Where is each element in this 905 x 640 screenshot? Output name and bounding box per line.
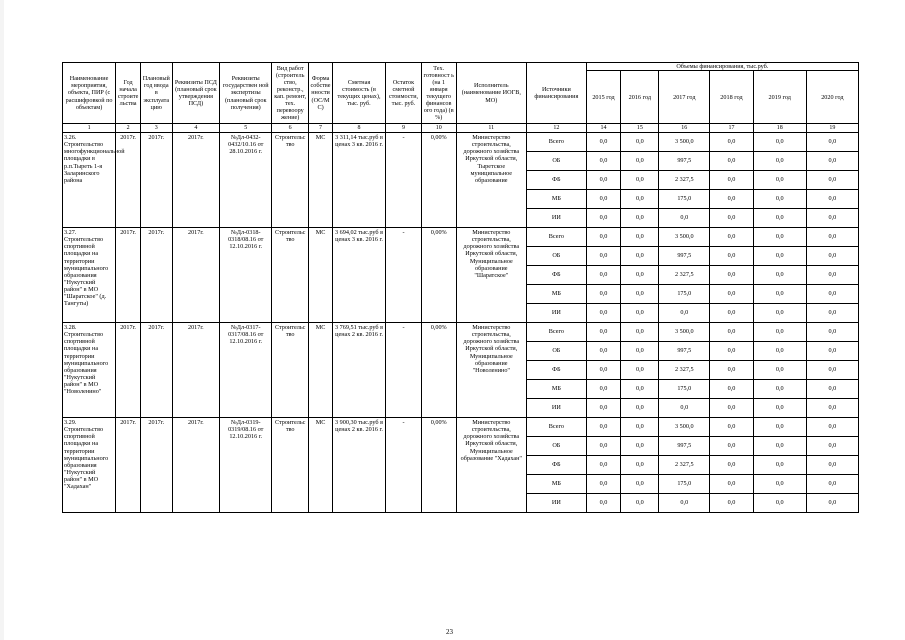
col-header-readiness: Тех. готовност ь (на 1 января текущего финансов ого года) (в %) <box>421 63 456 124</box>
work-type: Строительс тво <box>272 418 309 513</box>
column-number: 16 <box>659 124 710 133</box>
funding-value: 0,0 <box>586 323 621 342</box>
funding-value: 0,0 <box>586 418 621 437</box>
funding-value: 997,5 <box>659 437 710 456</box>
funding-value: 0,0 <box>586 152 621 171</box>
col-header-name: Наименование мероприятия, объекта, ПИР (с расшифровкой по объектам) <box>63 63 116 124</box>
funding-value: 3 500,0 <box>659 228 710 247</box>
funding-value: 0,0 <box>806 361 858 380</box>
funding-value: 0,0 <box>621 285 659 304</box>
column-number: 3 <box>141 124 172 133</box>
funding-source: Всего <box>527 228 587 247</box>
funding-value: 0,0 <box>586 342 621 361</box>
funding-value: 0,0 <box>806 190 858 209</box>
funding-value: 175,0 <box>659 475 710 494</box>
funding-value: 0,0 <box>806 247 858 266</box>
funding-value: 2 327,5 <box>659 266 710 285</box>
funding-value: 0,0 <box>753 152 806 171</box>
funding-value: 0,0 <box>621 418 659 437</box>
funding-value: 0,0 <box>753 190 806 209</box>
funding-value: 0,0 <box>621 247 659 266</box>
funding-value: 0,0 <box>621 304 659 323</box>
column-number: 17 <box>710 124 753 133</box>
col-header-psd: Реквизиты ПСД (плановый срок утверждения ПСД) <box>172 63 220 124</box>
column-number: 10 <box>421 124 456 133</box>
funding-value: 0,0 <box>621 494 659 513</box>
page-number: 23 <box>446 628 453 636</box>
funding-value: 0,0 <box>710 323 753 342</box>
funding-value: 0,0 <box>710 399 753 418</box>
funding-source: ИИ <box>527 399 587 418</box>
funding-value: 0,0 <box>659 209 710 228</box>
funding-value: 0,0 <box>621 190 659 209</box>
col-header-year: 2015 год <box>586 71 621 124</box>
ownership-form: МС <box>309 133 333 228</box>
work-type: Строительс тво <box>272 228 309 323</box>
funding-value: 0,0 <box>710 494 753 513</box>
funding-value: 2 327,5 <box>659 171 710 190</box>
funding-value: 0,0 <box>753 228 806 247</box>
col-header-year: 2017 год <box>659 71 710 124</box>
funding-source: ИИ <box>527 209 587 228</box>
scan-edge <box>0 0 4 640</box>
funding-value: 997,5 <box>659 247 710 266</box>
funding-source: ФБ <box>527 171 587 190</box>
funding-value: 2 327,5 <box>659 456 710 475</box>
funding-value: 0,0 <box>710 133 753 152</box>
funding-value: 0,0 <box>710 342 753 361</box>
start-year: 2017г. <box>116 133 141 228</box>
start-year: 2017г. <box>116 418 141 513</box>
funding-value: 0,0 <box>710 209 753 228</box>
funding-value: 0,0 <box>586 399 621 418</box>
funding-value: 0,0 <box>753 380 806 399</box>
funding-value: 0,0 <box>806 342 858 361</box>
funding-value: 0,0 <box>621 399 659 418</box>
funding-value: 0,0 <box>586 361 621 380</box>
ownership-form: МС <box>309 418 333 513</box>
funding-source: Всего <box>527 133 587 152</box>
funding-value: 0,0 <box>586 456 621 475</box>
funding-value: 0,0 <box>621 133 659 152</box>
funding-value: 0,0 <box>753 475 806 494</box>
col-header-remaining: Остаток сметной стоимости, тыс. руб. <box>386 63 422 124</box>
readiness: 0,00% <box>421 418 456 513</box>
table-row <box>63 133 859 152</box>
funding-value: 0,0 <box>753 304 806 323</box>
expertise-details: №Дл-0432-0432/10.16 от 28.10.2016 г. <box>220 133 272 228</box>
funding-value: 0,0 <box>806 228 858 247</box>
readiness: 0,00% <box>421 228 456 323</box>
funding-value: 0,0 <box>621 456 659 475</box>
psd-details: 2017г. <box>172 418 220 513</box>
col-header-ownership: Форма собстве нности (ОС/М С) <box>309 63 333 124</box>
funding-value: 0,0 <box>710 418 753 437</box>
table-row <box>63 418 859 437</box>
funding-value: 0,0 <box>753 171 806 190</box>
executor: Министерство строительства, дорожного хозяйства Иркутской области, Муниципальное образование "Новоленино" <box>456 323 526 418</box>
column-number: 11 <box>456 124 526 133</box>
funding-value: 0,0 <box>753 456 806 475</box>
executor: Министерство строительства, дорожного хозяйства Иркутской области, Муниципальное образование "Шаратское" <box>456 228 526 323</box>
funding-value: 0,0 <box>710 304 753 323</box>
funding-value: 0,0 <box>710 228 753 247</box>
funding-source: ФБ <box>527 456 587 475</box>
funding-value: 0,0 <box>621 475 659 494</box>
estimated-cost: 3 311,14 тыс.руб в ценах 3 кв. 2016 г. <box>332 133 385 228</box>
funding-source: Всего <box>527 418 587 437</box>
col-header-year: 2016 год <box>621 71 659 124</box>
funding-value: 0,0 <box>753 285 806 304</box>
funding-value: 0,0 <box>806 152 858 171</box>
funding-value: 997,5 <box>659 152 710 171</box>
executor: Министерство строительства, дорожного хозяйства Иркутской области, Муниципальное образование "Хадахан" <box>456 418 526 513</box>
funding-value: 0,0 <box>621 171 659 190</box>
funding-value: 0,0 <box>806 399 858 418</box>
funding-value: 0,0 <box>806 418 858 437</box>
funding-value: 0,0 <box>753 133 806 152</box>
col-header-year: 2019 год <box>753 71 806 124</box>
column-number-row <box>63 124 859 133</box>
funding-value: 0,0 <box>621 266 659 285</box>
funding-value: 0,0 <box>621 380 659 399</box>
funding-value: 0,0 <box>753 266 806 285</box>
column-number: 7 <box>309 124 333 133</box>
funding-value: 0,0 <box>806 494 858 513</box>
funding-value: 0,0 <box>586 437 621 456</box>
work-type: Строительс тво <box>272 323 309 418</box>
object-name: 3.28. Строительство спортивной площадки на территории муниципального образования "Нукутский район" в МО "Новоленино" <box>63 323 116 418</box>
funding-value: 175,0 <box>659 285 710 304</box>
funding-value: 0,0 <box>586 475 621 494</box>
funding-value: 3 500,0 <box>659 418 710 437</box>
object-name: 3.27. Строительство спортивной площадки на территории муниципального образования "Нукутский район" в МО "Шаратское" (д. Тангуты) <box>63 228 116 323</box>
funding-value: 0,0 <box>586 247 621 266</box>
remaining-cost: - <box>386 133 422 228</box>
funding-value: 0,0 <box>586 228 621 247</box>
funding-value: 0,0 <box>586 266 621 285</box>
expertise-details: №Дл-0317-0317/08.16 от 12.10.2016 г. <box>220 323 272 418</box>
estimated-cost: 3 900,30 тыс.руб в ценах 2 кв. 2016 г. <box>332 418 385 513</box>
funding-value: 0,0 <box>806 266 858 285</box>
funding-value: 0,0 <box>806 171 858 190</box>
psd-details: 2017г. <box>172 133 220 228</box>
column-number: 2 <box>116 124 141 133</box>
header-row <box>63 63 859 71</box>
funding-value: 0,0 <box>710 152 753 171</box>
funding-value: 0,0 <box>753 342 806 361</box>
col-header-expertise: Реквизиты государствен ной экспертизы (плановый срок получения) <box>220 63 272 124</box>
col-header-work-type: Вид работ (строитель ство, реконстр., кап. ремонт, тех. перевоору жение) <box>272 63 309 124</box>
column-number: 9 <box>386 124 422 133</box>
funding-value: 0,0 <box>753 437 806 456</box>
funding-value: 0,0 <box>710 456 753 475</box>
funding-value: 0,0 <box>806 475 858 494</box>
funding-value: 0,0 <box>710 475 753 494</box>
col-header-source: Источники финансирования <box>527 63 587 124</box>
funding-source: МБ <box>527 285 587 304</box>
funding-value: 0,0 <box>710 171 753 190</box>
funding-value: 0,0 <box>621 209 659 228</box>
funding-source: ИИ <box>527 494 587 513</box>
executor: Министерство строительства, дорожного хозяйства Иркутской области, Тыретское муниципальное образование <box>456 133 526 228</box>
funding-value: 0,0 <box>806 209 858 228</box>
start-year: 2017г. <box>116 323 141 418</box>
funding-value: 0,0 <box>710 361 753 380</box>
table-row <box>63 323 859 342</box>
expertise-details: №Дл-0318-0318/08.16 от 12.10.2016 г. <box>220 228 272 323</box>
funding-value: 0,0 <box>659 304 710 323</box>
plan-year: 2017г. <box>141 228 172 323</box>
column-number: 8 <box>332 124 385 133</box>
funding-source: ОБ <box>527 152 587 171</box>
column-number: 1 <box>63 124 116 133</box>
object-name: 3.26. Строительство многофункциональной площадки в р.п.Тыреть 1-я Заларинского района <box>63 133 116 228</box>
funding-value: 0,0 <box>586 133 621 152</box>
psd-details: 2017г. <box>172 228 220 323</box>
funding-value: 0,0 <box>621 342 659 361</box>
funding-value: 0,0 <box>753 209 806 228</box>
funding-source: МБ <box>527 380 587 399</box>
funding-source: ОБ <box>527 437 587 456</box>
readiness: 0,00% <box>421 133 456 228</box>
funding-value: 0,0 <box>806 380 858 399</box>
col-header-year: 2018 год <box>710 71 753 124</box>
ownership-form: МС <box>309 323 333 418</box>
funding-source: ФБ <box>527 266 587 285</box>
funding-value: 0,0 <box>586 285 621 304</box>
funding-value: 0,0 <box>806 456 858 475</box>
funding-value: 0,0 <box>710 266 753 285</box>
work-type: Строительс тво <box>272 133 309 228</box>
object-name: 3.29. Строительство спортивной площадки на территории муниципального образования "Нукутский район" в МО "Хадахан" <box>63 418 116 513</box>
funding-value: 2 327,5 <box>659 361 710 380</box>
funding-value: 175,0 <box>659 380 710 399</box>
funding-value: 0,0 <box>621 361 659 380</box>
plan-year: 2017г. <box>141 323 172 418</box>
funding-source: Всего <box>527 323 587 342</box>
funding-value: 0,0 <box>753 399 806 418</box>
funding-source: ФБ <box>527 361 587 380</box>
column-number: 6 <box>272 124 309 133</box>
funding-value: 0,0 <box>586 304 621 323</box>
funding-value: 0,0 <box>621 228 659 247</box>
estimated-cost: 3 694,02 тыс.руб в ценах 3 кв. 2016 г. <box>332 228 385 323</box>
col-header-executor: Исполнитель (наименование ИОГВ, МО) <box>456 63 526 124</box>
remaining-cost: - <box>386 323 422 418</box>
funding-value: 0,0 <box>621 437 659 456</box>
col-header-year: 2020 год <box>806 71 858 124</box>
funding-value: 0,0 <box>586 190 621 209</box>
funding-value: 0,0 <box>621 323 659 342</box>
plan-year: 2017г. <box>141 418 172 513</box>
funding-value: 0,0 <box>753 323 806 342</box>
funding-value: 0,0 <box>710 285 753 304</box>
remaining-cost: - <box>386 418 422 513</box>
funding-value: 0,0 <box>710 247 753 266</box>
funding-value: 0,0 <box>806 304 858 323</box>
funding-value: 0,0 <box>621 152 659 171</box>
funding-source: МБ <box>527 190 587 209</box>
readiness: 0,00% <box>421 323 456 418</box>
funding-value: 0,0 <box>586 171 621 190</box>
funding-value: 3 500,0 <box>659 323 710 342</box>
funding-value: 3 500,0 <box>659 133 710 152</box>
column-number: 19 <box>806 124 858 133</box>
funding-source: МБ <box>527 475 587 494</box>
column-number: 15 <box>621 124 659 133</box>
col-header-volume: Объемы финансирования, тыс.руб. <box>586 63 858 71</box>
funding-value: 0,0 <box>659 494 710 513</box>
funding-value: 0,0 <box>710 437 753 456</box>
col-header-plan-year: Плановый год ввода в эксплуата цию <box>141 63 172 124</box>
start-year: 2017г. <box>116 228 141 323</box>
funding-value: 0,0 <box>710 190 753 209</box>
column-number: 14 <box>586 124 621 133</box>
funding-value: 0,0 <box>753 361 806 380</box>
funding-value: 0,0 <box>586 494 621 513</box>
funding-value: 997,5 <box>659 342 710 361</box>
funding-value: 0,0 <box>753 494 806 513</box>
col-header-start-year: Год начала строите льства <box>116 63 141 124</box>
remaining-cost: - <box>386 228 422 323</box>
funding-value: 0,0 <box>806 133 858 152</box>
funding-value: 0,0 <box>753 247 806 266</box>
expertise-details: №Дл-0319-0319/08.16 от 12.10.2016 г. <box>220 418 272 513</box>
col-header-cost: Сметная стоимость (в текущих ценах), тыс. руб. <box>332 63 385 124</box>
funding-source: ИИ <box>527 304 587 323</box>
plan-year: 2017г. <box>141 133 172 228</box>
funding-source: ОБ <box>527 247 587 266</box>
funding-value: 0,0 <box>659 399 710 418</box>
table-row <box>63 228 859 247</box>
funding-value: 0,0 <box>710 380 753 399</box>
psd-details: 2017г. <box>172 323 220 418</box>
funding-value: 0,0 <box>753 418 806 437</box>
funding-value: 0,0 <box>586 209 621 228</box>
funding-source: ОБ <box>527 342 587 361</box>
column-number: 12 <box>527 124 587 133</box>
funding-value: 175,0 <box>659 190 710 209</box>
column-number: 4 <box>172 124 220 133</box>
column-number: 5 <box>220 124 272 133</box>
funding-value: 0,0 <box>586 380 621 399</box>
column-number: 18 <box>753 124 806 133</box>
funding-value: 0,0 <box>806 323 858 342</box>
estimated-cost: 3 769,51 тыс.руб в ценах 2 кв. 2016 г. <box>332 323 385 418</box>
funding-value: 0,0 <box>806 437 858 456</box>
financing-table <box>62 62 859 513</box>
ownership-form: МС <box>309 228 333 323</box>
funding-value: 0,0 <box>806 285 858 304</box>
